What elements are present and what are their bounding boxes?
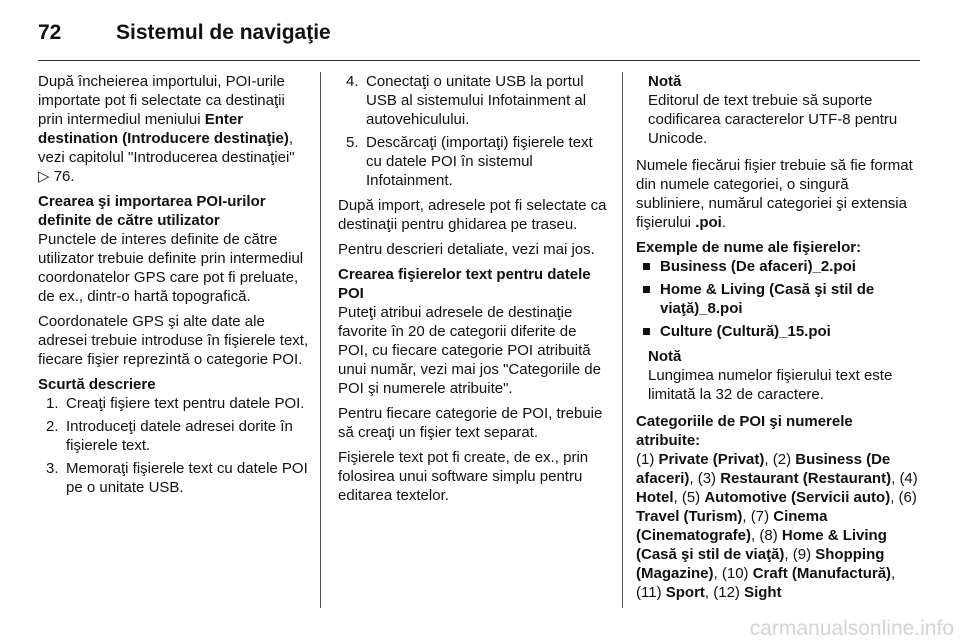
page-number: 72 xyxy=(38,21,62,44)
paragraph: Numele fiecărui fişier trebuie să fie format din numele categoriei, o singură subliniere, numărul categoriei şi extensia fişierului .poi. xyxy=(636,157,913,231)
column-divider xyxy=(622,72,623,608)
column-divider xyxy=(320,72,321,608)
section-heading: Crearea şi importarea POI-urilor definite de către utilizator xyxy=(38,193,266,229)
section-heading: Crearea fişierelor text pentru datele POI xyxy=(338,266,591,302)
steps-list-continued xyxy=(338,72,610,190)
short-description-heading: Scurtă descriere xyxy=(38,376,156,393)
paragraph: Punctele de interes definite de către utilizator trebuie definite prin intermediul coordonatelor GPS care pot fi preluate, de ex., dintr-o hartă topografică. xyxy=(38,231,304,305)
note-title: Notă xyxy=(648,348,682,365)
categories-heading: Categoriile de POI şi numerele atribuite: xyxy=(636,413,853,449)
paragraph: Coordonatele GPS şi alte date ale adresei trebuie introduse în fişierele text, fiecare fişier reprezintă o categorie POI. xyxy=(38,313,309,368)
page-ref-icon: ▷ xyxy=(38,168,50,185)
steps-list xyxy=(38,394,310,497)
paragraph: Pentru fiecare categorie de POI, trebuie să creaţi un fişier text separat. xyxy=(338,405,603,441)
header-rule xyxy=(38,60,920,61)
list-item: Culture (Cultură)_15.poi xyxy=(636,322,920,341)
paragraph: Fişierele text pot fi create, de ex., prin folosirea unui software simplu pentru editarea textelor. xyxy=(338,449,589,504)
note-text: Editorul de text trebuie să suporte codificarea caracterelor UTF-8 pentru Unicode. xyxy=(648,92,898,147)
intro-paragraph: După încheierea importului, POI-urile importate pot fi selectate ca destinaţii prin intermediul meniului Enter destination (Introducere destinaţie), vezi capitolul "Introducerea destinaţiei" ▷ 76. xyxy=(38,73,295,185)
examples-list xyxy=(636,257,920,341)
column-2 xyxy=(338,72,610,511)
list-item: Home & Living (Casă şi stil de viaţă)_8.poi xyxy=(636,280,920,318)
examples-heading: Exemple de nume ale fişierelor: xyxy=(636,239,862,256)
paragraph: După import, adresele pot fi selectate ca destinaţii pentru ghidarea pe traseu. xyxy=(338,197,607,233)
list-item: 2. Introduceţi datele adresei dorite în fişierele text. xyxy=(46,418,293,454)
paragraph: Pentru descrieri detaliate, vezi mai jos. xyxy=(338,241,595,258)
page-ref: 76. xyxy=(53,168,75,185)
column-1 xyxy=(38,72,310,503)
column-3 xyxy=(636,72,920,608)
paragraph: Puteţi atribui adresele de destinaţie favorite în 20 de categorii diferite de POI, cu fiecare categorie POI atribuită unui număr, vezi mai jos "Categoriile de POI şi numerele atribuite". xyxy=(338,304,601,397)
list-item: Business (De afaceri)_2.poi xyxy=(636,257,920,276)
note-box xyxy=(636,347,920,404)
page-title: Sistemul de navigaţie xyxy=(116,21,331,44)
categories-paragraph: (1) Private (Privat), (2) Business (De afaceri), (3) Restaurant (Restaurant), (4) Hotel, (5) Automotive (Servicii auto), (6) Travel (Turism), (7) Cinema (Cinematografe), (8) Home & Living (Casă şi stil de viaţă), (9) Shopping (Magazine), (10) Craft (Manufactură), (11) Sport, (12) Sight xyxy=(636,451,918,601)
list-item: 3. Memoraţi fişierele text cu datele POI pe o unitate USB. xyxy=(46,460,308,496)
note-text: Lungimea numelor fişierului text este limitată la 32 de caractere. xyxy=(648,367,893,403)
list-item: 1. Creaţi fişiere text pentru datele POI. xyxy=(46,395,305,412)
file-extension: .poi xyxy=(695,214,722,231)
menu-reference: Enter destination (Introducere destinaţie) xyxy=(38,111,289,147)
watermark: carmanualsonline.info xyxy=(749,617,954,640)
note-title: Notă xyxy=(648,73,682,90)
list-item: 5. Descărcaţi (importaţi) fişierele text cu datele POI în sistemul Infotainment. xyxy=(346,134,593,189)
note-box xyxy=(636,72,920,148)
list-item: 4. Conectaţi o unitate USB la portul USB al sistemului Infotainment al autovehiculului. xyxy=(346,73,587,128)
